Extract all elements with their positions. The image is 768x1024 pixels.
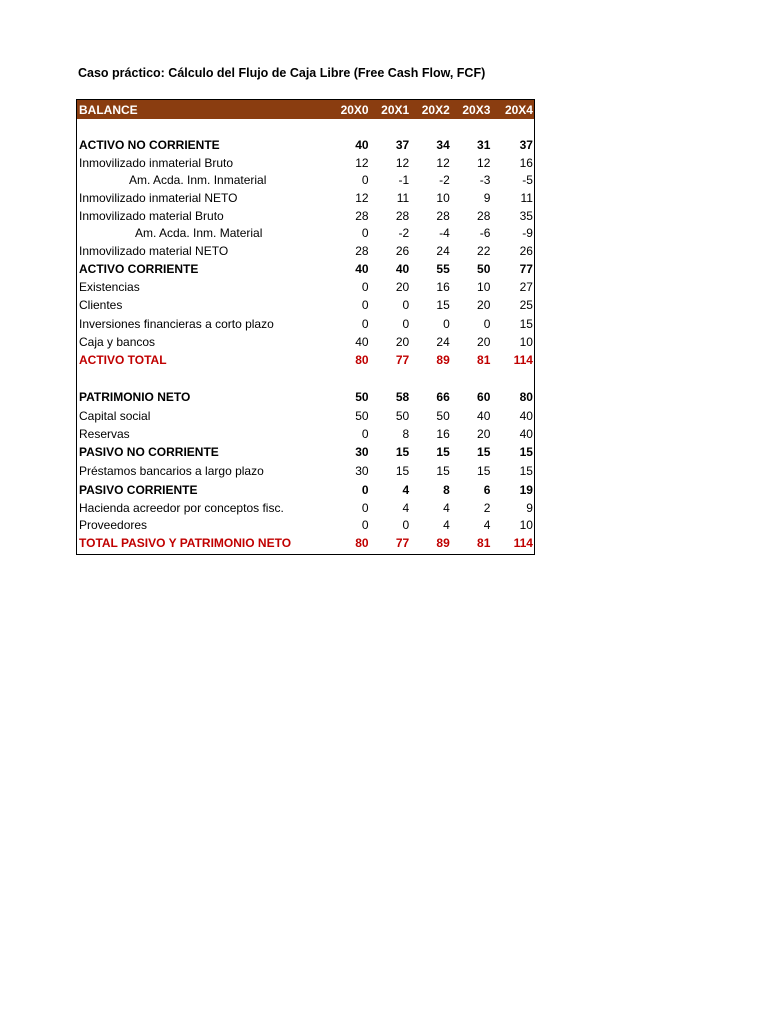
- row-value: 2: [483, 500, 491, 515]
- row-value: 20: [477, 297, 491, 312]
- row-value: 0: [361, 226, 369, 240]
- row-value: 60: [477, 390, 491, 404]
- row-value: 55: [436, 262, 450, 276]
- header-year: 20X4: [504, 102, 533, 117]
- row-value: 19: [519, 483, 533, 497]
- row-value: 26: [519, 244, 533, 258]
- row-value: 37: [395, 138, 410, 152]
- row-value: -1: [398, 173, 410, 187]
- row-spacer: [77, 552, 534, 554]
- row-value: 27: [519, 279, 533, 294]
- row-value: 16: [519, 155, 533, 170]
- table-row: [77, 189, 534, 207]
- row-value: 15: [395, 464, 410, 478]
- row-value: 0: [361, 316, 369, 331]
- row-value: 40: [355, 138, 369, 152]
- row-value: 35: [519, 208, 533, 223]
- row-value: 25: [519, 297, 533, 312]
- row-value: 26: [395, 244, 410, 258]
- row-value: 9: [526, 500, 533, 515]
- row-value: 4: [402, 483, 410, 497]
- row-value: 15: [477, 464, 491, 478]
- row-value: -3: [479, 173, 491, 187]
- table-row: [77, 443, 534, 461]
- table-row: [77, 461, 534, 481]
- row-value: 12: [436, 155, 450, 170]
- row-value: 114: [513, 353, 533, 367]
- row-value: 89: [436, 353, 450, 367]
- table-row: [77, 260, 534, 278]
- row-value: 81: [477, 353, 491, 367]
- row-value: 15: [436, 297, 450, 312]
- table-header: [77, 100, 534, 119]
- table-row: [77, 224, 534, 242]
- row-label: PATRIMONIO NETO: [79, 390, 191, 404]
- row-value: 80: [355, 536, 369, 550]
- row-value: 0: [402, 316, 410, 331]
- table-row: [77, 406, 534, 425]
- row-value: 15: [395, 445, 410, 459]
- row-label: Capital social: [79, 408, 151, 423]
- table-row: [77, 481, 534, 499]
- row-value: 16: [436, 279, 450, 294]
- row-value: 58: [395, 390, 410, 404]
- header-year: 20X0: [340, 102, 369, 117]
- header-year: 20X3: [462, 102, 491, 117]
- page-title: Caso práctico: Cálculo del Flujo de Caja Libre (Free Cash Flow, FCF): [78, 66, 486, 80]
- table-row: [77, 388, 534, 406]
- row-value: 12: [477, 155, 491, 170]
- row-value: 0: [361, 483, 369, 497]
- row-value: 40: [519, 427, 533, 441]
- table-row: [77, 171, 534, 189]
- row-value: 77: [395, 536, 410, 550]
- row-value: -2: [439, 173, 450, 187]
- row-value: 40: [355, 335, 369, 349]
- table-row: [77, 499, 534, 516]
- row-value: -6: [479, 226, 491, 240]
- row-value: 28: [436, 208, 450, 223]
- row-value: 0: [361, 297, 369, 312]
- row-value: 50: [355, 408, 369, 423]
- balance-table: [76, 99, 535, 555]
- row-value: -9: [522, 226, 533, 240]
- row-value: 20: [395, 279, 410, 294]
- row-value: 4: [443, 500, 450, 515]
- row-value: 11: [396, 191, 410, 205]
- row-value: 0: [402, 518, 410, 532]
- row-value: 10: [477, 279, 491, 294]
- row-value: 15: [436, 445, 450, 459]
- row-value: -4: [439, 226, 450, 240]
- row-label: PASIVO CORRIENTE: [79, 483, 198, 497]
- header-year: 20X1: [381, 102, 410, 117]
- row-value: 50: [436, 408, 450, 423]
- row-value: 0: [361, 427, 369, 441]
- table-row: [77, 242, 534, 260]
- row-value: 4: [483, 518, 491, 532]
- row-value: 40: [395, 262, 410, 276]
- row-label: Inmovilizado material Bruto: [79, 208, 224, 223]
- row-value: 50: [395, 408, 410, 423]
- row-label: Proveedores: [79, 518, 148, 532]
- row-value: 10: [519, 335, 533, 349]
- row-value: 15: [519, 464, 533, 478]
- row-value: 12: [355, 191, 369, 205]
- row-value: 10: [519, 518, 533, 532]
- row-value: 81: [477, 536, 491, 550]
- row-label: Inmovilizado inmaterial Bruto: [79, 155, 234, 170]
- table-row: [77, 333, 534, 351]
- row-value: 80: [355, 353, 369, 367]
- row-label: Reservas: [79, 427, 130, 441]
- row-value: 40: [477, 408, 491, 423]
- row-value: 0: [361, 173, 369, 187]
- row-label: Clientes: [79, 297, 123, 312]
- table-row: [77, 351, 534, 369]
- row-value: 66: [436, 390, 450, 404]
- row-value: 11: [520, 191, 533, 205]
- row-label: ACTIVO TOTAL: [79, 353, 167, 367]
- row-label: ACTIVO NO CORRIENTE: [79, 138, 220, 152]
- row-value: 40: [519, 408, 533, 423]
- row-label: Préstamos bancarios a largo plazo: [79, 464, 264, 478]
- row-value: 77: [519, 262, 533, 276]
- row-value: 0: [361, 279, 369, 294]
- row-value: -5: [522, 173, 533, 187]
- row-value: 20: [395, 335, 410, 349]
- row-value: 80: [519, 390, 533, 404]
- table-row: [77, 425, 534, 443]
- row-value: 6: [483, 483, 491, 497]
- row-value: 0: [483, 316, 491, 331]
- row-value: 0: [361, 500, 369, 515]
- row-label: TOTAL PASIVO Y PATRIMONIO NETO: [79, 536, 292, 550]
- row-value: 12: [395, 155, 410, 170]
- row-value: 15: [477, 445, 491, 459]
- row-value: 4: [443, 518, 450, 532]
- row-value: 22: [477, 244, 491, 258]
- table-row: [77, 278, 534, 295]
- row-label: Inversiones financieras a corto plazo: [79, 316, 274, 331]
- header-label: BALANCE: [79, 102, 138, 117]
- row-value: 50: [477, 262, 491, 276]
- table-row: [77, 154, 534, 171]
- row-label: Am. Acda. Inm. Inmaterial: [129, 173, 267, 187]
- table-body: [77, 119, 534, 554]
- row-label: Inmovilizado material NETO: [79, 244, 229, 258]
- table-row: [77, 534, 534, 552]
- row-value: 10: [436, 191, 450, 205]
- row-value: 20: [477, 335, 491, 349]
- row-value: 0: [443, 316, 450, 331]
- row-value: 28: [477, 208, 491, 223]
- row-value: 15: [519, 445, 533, 459]
- row-value: 50: [355, 390, 369, 404]
- row-label: PASIVO NO CORRIENTE: [79, 445, 219, 459]
- row-value: 15: [436, 464, 450, 478]
- table-row: [77, 207, 534, 224]
- row-value: 0: [361, 518, 369, 532]
- row-label: Existencias: [79, 279, 140, 294]
- header-year: 20X2: [421, 102, 450, 117]
- row-value: -2: [398, 226, 410, 240]
- row-value: 28: [395, 208, 410, 223]
- row-label: Hacienda acreedor por conceptos fisc.: [79, 500, 284, 515]
- row-value: 4: [402, 500, 410, 515]
- row-value: 37: [519, 138, 533, 152]
- row-value: 30: [355, 464, 369, 478]
- row-value: 28: [355, 208, 369, 223]
- table-row: [77, 136, 534, 154]
- row-value: 28: [355, 244, 369, 258]
- row-value: 16: [436, 427, 450, 441]
- row-value: 77: [395, 353, 410, 367]
- table-row: [77, 516, 534, 534]
- row-value: 89: [436, 536, 450, 550]
- table-row: [77, 295, 534, 314]
- row-spacer: [77, 119, 534, 136]
- row-label: Caja y bancos: [79, 335, 156, 349]
- row-value: 30: [355, 445, 369, 459]
- row-value: 15: [519, 316, 533, 331]
- row-value: 8: [402, 427, 410, 441]
- row-value: 9: [483, 191, 491, 205]
- row-value: 24: [436, 335, 450, 349]
- row-value: 34: [436, 138, 450, 152]
- row-label: Am. Acda. Inm. Material: [135, 226, 263, 240]
- row-value: 0: [402, 297, 410, 312]
- row-value: 12: [355, 155, 369, 170]
- row-value: 114: [513, 536, 533, 550]
- row-spacer: [77, 369, 534, 388]
- table-row: [77, 314, 534, 333]
- row-value: 8: [443, 483, 450, 497]
- row-value: 24: [436, 244, 450, 258]
- row-value: 20: [477, 427, 491, 441]
- row-label: Inmovilizado inmaterial NETO: [79, 191, 238, 205]
- row-label: ACTIVO CORRIENTE: [79, 262, 199, 276]
- row-value: 31: [477, 138, 491, 152]
- row-value: 40: [355, 262, 369, 276]
